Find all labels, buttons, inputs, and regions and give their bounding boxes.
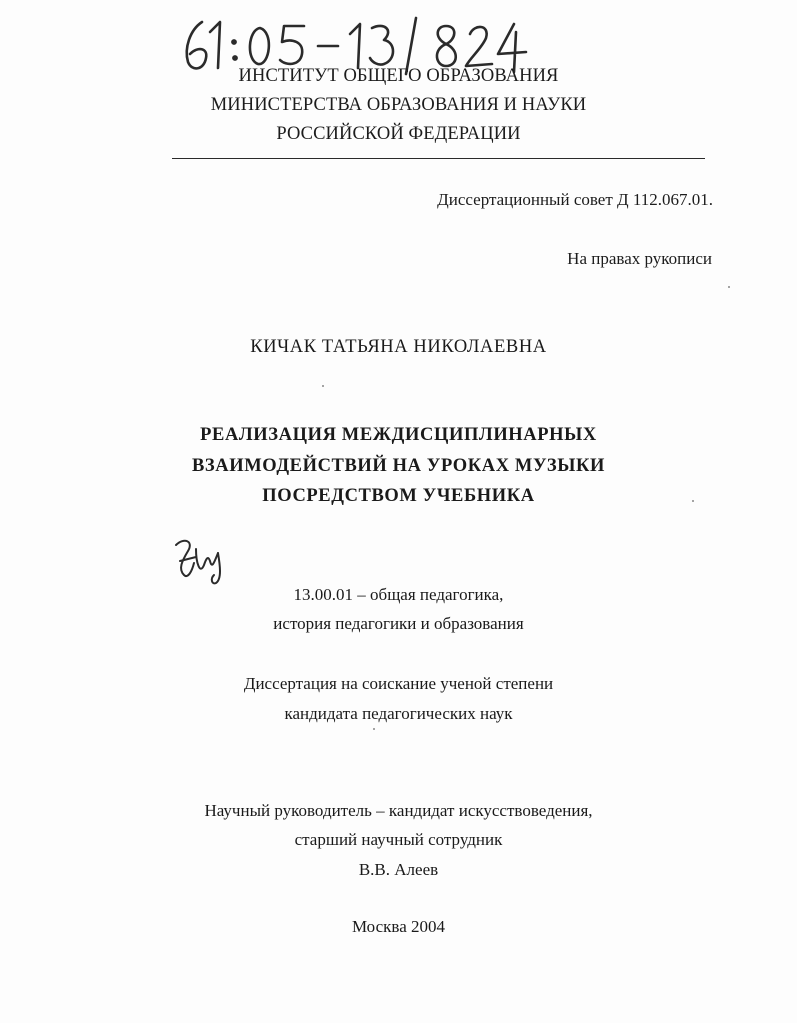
supervisor-line-1: Научный руководитель – кандидат искусствоведения, <box>204 801 593 820</box>
scan-speck <box>728 286 730 288</box>
supervisor-name: В.В. Алеев <box>358 860 439 879</box>
scan-speck <box>373 728 375 730</box>
degree-line-1: Диссертация на соискание ученой степени <box>243 674 554 693</box>
author-name: КИЧАК ТАТЬЯНА НИКОЛАЕВНА <box>250 337 547 357</box>
supervisor-line-2: старший научный сотрудник <box>294 830 503 849</box>
degree-line-2: кандидата педагогических наук <box>284 704 513 723</box>
scan-speck <box>692 500 694 502</box>
manuscript-rights-note: На правах рукописи <box>567 249 712 268</box>
dissertation-title-line-3: ПОСРЕДСТВОМ УЧЕБНИКА <box>262 486 535 506</box>
specialty-line-1: 13.00.01 – общая педагогика, <box>293 585 504 604</box>
scan-speck <box>322 385 324 387</box>
institute-line-3: РОССИЙСКОЙ ФЕДЕРАЦИИ <box>276 124 521 144</box>
handwritten-signature <box>170 535 240 585</box>
specialty-line-2: история педагогики и образования <box>273 614 524 633</box>
dissertation-title-line-1: РЕАЛИЗАЦИЯ МЕЖДИСЦИПЛИНАРНЫХ <box>200 425 597 445</box>
dissertation-title-line-2: ВЗАИМОДЕЙСТВИЙ НА УРОКАХ МУЗЫКИ <box>191 456 606 476</box>
city-and-year: Москва 2004 <box>351 917 446 936</box>
institute-line-2: МИНИСТЕРСТВА ОБРАЗОВАНИЯ И НАУКИ <box>210 95 587 115</box>
dissertation-council: Диссертационный совет Д 112.067.01. <box>437 190 713 209</box>
header-divider <box>172 158 705 159</box>
institute-line-1: ИНСТИТУТ ОБЩЕГО ОБРАЗОВАНИЯ <box>238 66 559 86</box>
